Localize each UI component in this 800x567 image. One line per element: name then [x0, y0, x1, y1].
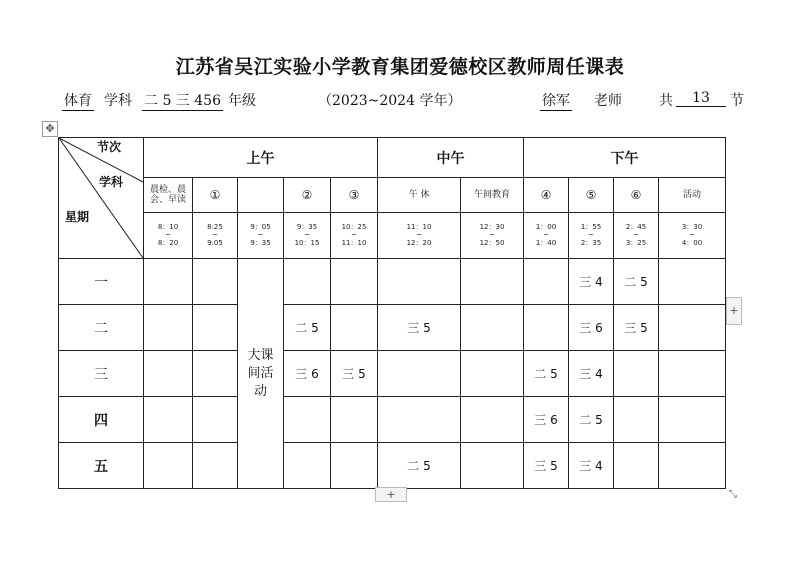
- period-time: 1：00 ~ 1：40: [524, 212, 569, 258]
- class-cell[interactable]: 三 5: [524, 443, 569, 489]
- period-time: 3：30 ~ 4：00: [659, 212, 726, 258]
- class-cell[interactable]: 三 6: [284, 351, 331, 397]
- corner-subject-label: 学科: [99, 175, 124, 189]
- add-column-button[interactable]: +: [726, 297, 742, 325]
- class-cell[interactable]: [378, 351, 461, 397]
- class-cell[interactable]: [144, 351, 193, 397]
- period-time: 12：30 ~ 12：50: [461, 212, 524, 258]
- table-row: [59, 443, 726, 489]
- period-label: ②: [284, 178, 331, 212]
- class-cell[interactable]: [193, 351, 238, 397]
- table-row: [59, 397, 726, 443]
- class-cell[interactable]: [461, 259, 524, 305]
- class-cell[interactable]: 三 4: [569, 351, 614, 397]
- period-label: ④: [524, 178, 569, 212]
- section-morning: 上午: [144, 138, 378, 178]
- table-move-handle-icon[interactable]: ✥: [42, 121, 58, 137]
- class-cell[interactable]: [284, 397, 331, 443]
- period-time: 11：10 ~ 12：20: [378, 212, 461, 258]
- period-label: 晨检、晨会、早读: [144, 178, 193, 212]
- class-cell[interactable]: [144, 259, 193, 305]
- corner-diagonal-lines: [59, 138, 143, 258]
- corner-weekday-label: 星期: [65, 210, 90, 224]
- period-label: 午 休: [378, 178, 461, 212]
- page-title: 江苏省吴江实验小学教育集团爱德校区教师周任课表: [175, 56, 625, 78]
- period-label: [238, 178, 284, 212]
- weekday-cell: 一: [59, 259, 144, 305]
- class-cell[interactable]: [284, 443, 331, 489]
- weekday-cell: 四: [59, 397, 144, 443]
- class-cell[interactable]: [284, 259, 331, 305]
- class-cell[interactable]: [331, 259, 378, 305]
- school-year: （2023~2024 学年）: [318, 93, 462, 109]
- section-noon: 中午: [378, 138, 524, 178]
- schedule-table: [58, 137, 726, 489]
- big-break-activity-text: 大课间活动: [247, 347, 274, 399]
- table-resize-handle-icon[interactable]: ⤡: [729, 489, 737, 500]
- period-label: 活动: [659, 178, 726, 212]
- period-time: 8:25 ~ 9:05: [193, 212, 238, 258]
- teacher-name: 徐军: [540, 90, 572, 111]
- table-row: [59, 351, 726, 397]
- class-cell[interactable]: [461, 305, 524, 351]
- class-cell[interactable]: [378, 397, 461, 443]
- total-periods: 13: [676, 90, 726, 107]
- table-row: [59, 305, 726, 351]
- class-cell[interactable]: [659, 259, 726, 305]
- total-suffix: 节: [730, 93, 744, 109]
- class-cell[interactable]: [614, 397, 659, 443]
- period-label: 午间教育: [461, 178, 524, 212]
- period-label: ③: [331, 178, 378, 212]
- period-time: 8：10 ~ 8：20: [144, 212, 193, 258]
- class-cell[interactable]: 三 5: [378, 305, 461, 351]
- class-cell[interactable]: [144, 397, 193, 443]
- class-cell[interactable]: [524, 305, 569, 351]
- teacher-info-row: [0, 90, 800, 112]
- class-cell[interactable]: [193, 259, 238, 305]
- class-cell[interactable]: [659, 397, 726, 443]
- weekday-cell: 二: [59, 305, 144, 351]
- class-cell[interactable]: [193, 443, 238, 489]
- class-cell[interactable]: 二 5: [569, 397, 614, 443]
- class-cell[interactable]: [193, 305, 238, 351]
- weekday-cell: 三: [59, 351, 144, 397]
- period-time: 9：35 ~ 10：15: [284, 212, 331, 258]
- class-cell[interactable]: [331, 397, 378, 443]
- class-cell[interactable]: [331, 305, 378, 351]
- class-cell[interactable]: [378, 259, 461, 305]
- time-row: [59, 212, 726, 258]
- add-row-button[interactable]: +: [375, 487, 407, 502]
- subject-value: 体育: [62, 90, 94, 111]
- grades-value: 二 5 三 456: [142, 90, 223, 111]
- class-cell[interactable]: 三 6: [524, 397, 569, 443]
- header-corner-cell: [59, 138, 144, 259]
- class-cell[interactable]: 三 5: [614, 305, 659, 351]
- period-label: ⑤: [569, 178, 614, 212]
- corner-period-label: 节次: [97, 140, 122, 154]
- class-cell[interactable]: [524, 259, 569, 305]
- class-cell[interactable]: [144, 443, 193, 489]
- period-time: 9：05 ~ 9：35: [238, 212, 284, 258]
- period-time: 10：25 ~ 11：10: [331, 212, 378, 258]
- period-time: 1：55 ~ 2：35: [569, 212, 614, 258]
- period-label: ①: [193, 178, 238, 212]
- class-cell[interactable]: 三 4: [569, 259, 614, 305]
- class-cell[interactable]: [461, 397, 524, 443]
- section-afternoon: 下午: [524, 138, 726, 178]
- class-cell[interactable]: 二 5: [284, 305, 331, 351]
- class-cell[interactable]: 三 6: [569, 305, 614, 351]
- class-cell[interactable]: [659, 305, 726, 351]
- class-cell[interactable]: 三 4: [569, 443, 614, 489]
- period-time: 2：45 ~ 3：25: [614, 212, 659, 258]
- total-prefix: 共: [659, 93, 673, 109]
- class-cell[interactable]: [614, 443, 659, 489]
- teacher-label: 老师: [594, 93, 622, 109]
- class-cell[interactable]: [193, 397, 238, 443]
- class-cell[interactable]: [461, 443, 524, 489]
- period-label: ⑥: [614, 178, 659, 212]
- class-cell[interactable]: [614, 351, 659, 397]
- period-row: [59, 178, 726, 212]
- weekday-cell: 五: [59, 443, 144, 489]
- class-cell[interactable]: 二 5: [378, 443, 461, 489]
- class-cell[interactable]: [331, 443, 378, 489]
- class-cell[interactable]: [659, 443, 726, 489]
- class-cell[interactable]: [461, 351, 524, 397]
- class-cell[interactable]: 三 5: [331, 351, 378, 397]
- class-cell[interactable]: [659, 351, 726, 397]
- class-cell[interactable]: 二 5: [614, 259, 659, 305]
- table-row: [59, 259, 726, 305]
- class-cell[interactable]: 二 5: [524, 351, 569, 397]
- subject-label: 学科: [104, 93, 132, 109]
- grade-label: 年级: [228, 93, 256, 109]
- big-break-activity-cell: [238, 259, 284, 489]
- class-cell[interactable]: [144, 305, 193, 351]
